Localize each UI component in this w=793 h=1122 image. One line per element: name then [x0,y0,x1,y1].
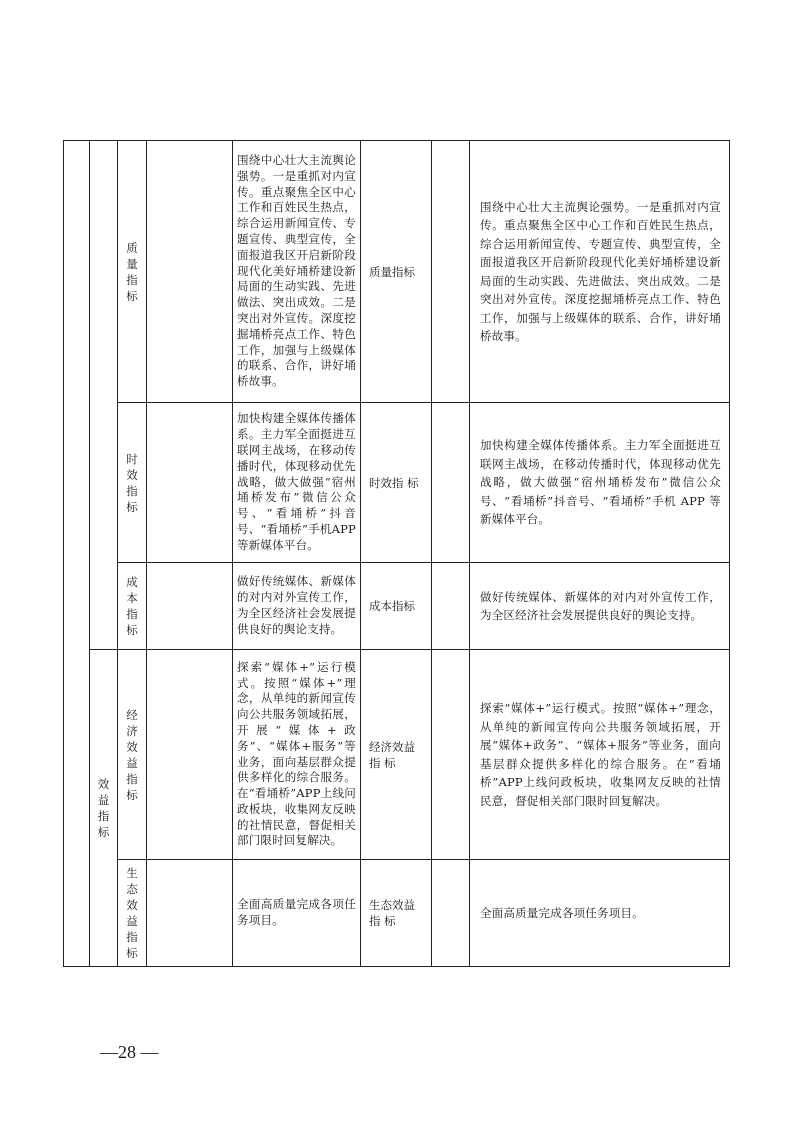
table-row [64,141,730,403]
indicator-description: 探索“媒体+”运行模式。按照“媒体+”理念，从单纯的新闻宣传向公共服务领域拓展，开展“媒体+政务”、“媒体+服务”等业务，面向基层群众提供多样化的综合服务。在“看埇桥”APP上线问政板块，收集网友反映的社情民意，督促相关部门限时回复解决。 [233,650,361,860]
indicator-description: 加快构建全媒体传播体系。主力军全面挺进互联网主战场，在移动传播时代，体现移动优先战略，做大做强“宿州埇桥发布”微信公众号、“看埇桥”抖音号、“看埇桥”手机APP等新媒体平台。 [233,403,361,563]
blank-cell [432,650,470,860]
blank-cell [432,563,470,650]
table-row [64,563,730,650]
sub-indicator-name: 生 态 效 益 指 标 [118,860,147,967]
sub-indicator-name: 质 量 指 标 [118,141,147,403]
indicator-label: 时效指 标 [361,403,432,563]
indicator-label: 生态效益指 标 [361,860,432,967]
blank-cell [432,141,470,403]
indicator-detail: 探索“媒体+”运行模式。按照“媒体+”理念，从单纯的新闻宣传向公共服务领域拓展，开展“媒体+政务”、“媒体+服务”等业务，面向基层群众提供多样化的综合服务。在“看埇桥”APP上线问政板块，收集网友反映的社情民意，督促相关部门限时回复解决。 [470,650,730,860]
table-row [64,403,730,563]
sub-indicator-name: 时 效 指 标 [118,403,147,563]
indicator-detail: 加快构建全媒体传播体系。主力军全面挺进互联网主战场，在移动传播时代，体现移动优先战略，做大做强“宿州埇桥发布”微信公众号、“看埇桥”抖音号、“看埇桥”手机 APP 等新媒体平台。 [470,403,730,563]
indicator-description: 做好传统媒体、新媒体的对内对外宣传工作，为全区经济社会发展提供良好的舆论支持。 [233,563,361,650]
indicator-detail: 全面高质量完成各项任务项目。 [470,860,730,967]
blank-cell [147,650,233,860]
blank-cell [147,860,233,967]
indicator-label: 质量指标 [361,141,432,403]
benefit-indicator-group: 效 益 指 标 [90,650,118,967]
blank-cell [432,860,470,967]
blank-cell [147,563,233,650]
performance-indicator-table [63,140,730,967]
indicator-detail: 围绕中心壮大主流舆论强势。一是重抓对内宣传。重点聚焦全区中心工作和百姓民生热点，综合运用新闻宣传、专题宣传、典型宣传，全面报道我区开启新阶段现代化美好埇桥建设新局面的生动实践、先进做法、突出成效。二是突出对外宣传。深度挖掘埇桥亮点工作、特色工作，加强与上级媒体的联系、合作，讲好埇桥故事。 [470,141,730,403]
blank-cell [147,403,233,563]
sub-indicator-name: 成 本 指 标 [118,563,147,650]
sub-indicator-name: 经 济 效 益 指 标 [118,650,147,860]
blank-cell [147,141,233,403]
table-row [64,860,730,967]
blank-cell [432,403,470,563]
output-group-cell [90,141,118,650]
indicator-label: 经济效益指 标 [361,650,432,860]
indicator-detail: 做好传统媒体、新媒体的对内对外宣传工作，为全区经济社会发展提供良好的舆论支持。 [470,563,730,650]
indicator-label: 成本指标 [361,563,432,650]
table-row [64,650,730,860]
indicator-description: 全面高质量完成各项任务项目。 [233,860,361,967]
page-number: —28 — [100,1042,159,1062]
outer-category-cell [64,141,90,967]
indicator-description: 围绕中心壮大主流舆论强势。一是重抓对内宣传。重点聚焦全区中心工作和百姓民生热点，综合运用新闻宣传、专题宣传、典型宣传，全面报道我区开启新阶段现代化美好埇桥建设新局面的生动实践、先进做法、突出成效。二是突出对外宣传。深度挖掘埇桥亮点工作、特色工作，加强与上级媒体的联系、合作，讲好埇桥故事。 [233,141,361,403]
